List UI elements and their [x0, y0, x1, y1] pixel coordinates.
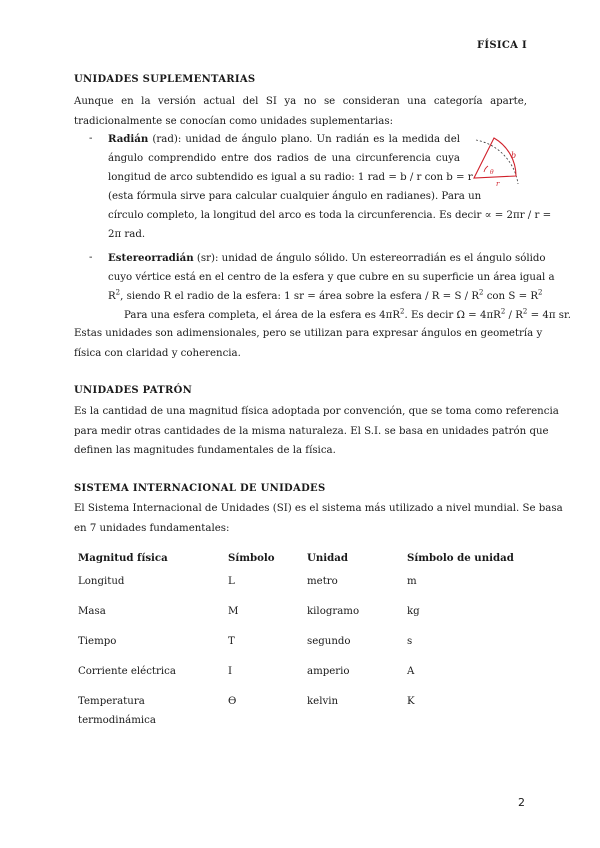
steradian-l4-c: / R [505, 310, 523, 321]
steradian-l4-sup3: 2 [522, 307, 528, 316]
cell-unit: kilogramo [307, 606, 360, 617]
cell-unit-symbol: A [407, 666, 415, 677]
table-row [74, 632, 527, 662]
steradian-l4-sup1: 2 [400, 307, 405, 316]
steradian-term: Estereorradián [108, 252, 194, 264]
steradian-l3-sup2: 2 [479, 288, 484, 297]
steradian-l4-b: . Es decir Ω = 4πR [404, 310, 501, 321]
cell-magnitude: Corriente eléctrica [78, 666, 176, 677]
cell-unit-symbol: kg [407, 606, 420, 617]
cell-unit-symbol: m [407, 576, 417, 587]
cell-unit-symbol: K [407, 696, 415, 707]
table-row [74, 662, 527, 692]
cell-symbol: L [228, 576, 235, 587]
steradian-l3-sup1: 2 [115, 288, 121, 297]
steradian-l4-d: = 4π sr. [527, 310, 571, 321]
radian-line-5: círculo completo, la longitud del arco es toda la circunferencia. Es decir ∝ = 2πr / r = [108, 210, 552, 221]
si-units-table [74, 552, 527, 730]
supplementary-closing [74, 324, 543, 363]
radian-line-4: (esta fórmula sirve para calcular cualquier ángulo en radianes). Para un [108, 191, 482, 202]
radian-line-2: ángulo comprendido entre dos radios de una circunferencia cuya [108, 153, 460, 164]
section-title-si: SISTEMA INTERNACIONAL DE UNIDADES [74, 483, 326, 494]
running-header-title: FÍSICA I [477, 40, 527, 51]
table-row [74, 692, 527, 730]
radian-definition-cont [108, 206, 552, 244]
steradian-l3-b: , siendo R el radio de la esfera: 1 sr = área sobre la esfera / R = S / R [120, 291, 480, 302]
header-unit-symbol: Símbolo de unidad [407, 552, 514, 564]
cell-unit: metro [307, 576, 338, 587]
steradian-l4-a: Para una esfera completa, el área de la esfera es 4πR [124, 310, 401, 321]
steradian-l3-sup3: 2 [538, 288, 543, 297]
label-angle: θ [490, 169, 494, 176]
bullet-dash-2: - [89, 252, 93, 263]
cell-magnitude: Longitud [78, 576, 125, 587]
standard-units-paragraph [74, 402, 559, 461]
si-paragraph [74, 499, 563, 538]
intro-line-2: tradicionalmente se conocían como unidades suplementarias: [74, 115, 394, 127]
cell-magnitude: Masa [78, 606, 106, 617]
cell-magnitude-line-2: termodinámica [78, 715, 156, 726]
si-line-2: en 7 unidades fundamentales: [74, 522, 230, 534]
standard-line-3: definen las magnitudes fundamentales de la física. [74, 445, 336, 456]
table-row [74, 572, 527, 602]
label-b: b [511, 151, 517, 160]
radian-line-6: 2π rad. [108, 229, 146, 240]
closing-line-1: Estas unidades son adimensionales, pero se utilizan para expresar ángulos en geometría y [74, 328, 543, 339]
table-header-row [74, 552, 527, 572]
radian-line-3: longitud de arco subtendido es igual a su radio: 1 rad = b / r con b = r [108, 172, 473, 183]
cell-symbol: I [228, 666, 233, 677]
section-title-supplementary-units: UNIDADES SUPLEMENTARIAS [74, 74, 256, 85]
cell-unit: amperio [307, 666, 350, 677]
header-symbol: Símbolo [228, 552, 275, 564]
radian-diagram [466, 132, 528, 194]
steradian-l3-c: con S = R [483, 291, 539, 302]
cell-unit: segundo [307, 636, 351, 647]
cell-magnitude-line-1: Temperatura [78, 696, 145, 707]
si-line-1: El Sistema Internacional de Unidades (SI) es el sistema más utilizado a nivel mundial. Se basa [74, 503, 563, 514]
label-r: r [496, 180, 500, 188]
cell-symbol: T [228, 636, 235, 647]
supplementary-intro [74, 92, 527, 131]
section-title-standard-units: UNIDADES PATRÓN [74, 385, 193, 396]
closing-line-2: física con claridad y coherencia. [74, 347, 241, 359]
table-row [74, 602, 527, 632]
radian-line-1 [108, 130, 460, 149]
standard-line-1: Es la cantidad de una magnitud física adoptada por convención, que se toma como referencia [74, 406, 559, 417]
radian-definition [108, 130, 482, 206]
cell-symbol: M [228, 606, 239, 617]
standard-line-2: para medir otras cantidades de la misma naturaleza. El S.I. se basa en unidades patrón que [74, 425, 549, 437]
angle-arc [484, 166, 488, 172]
radian-sector [474, 138, 516, 178]
steradian-line-1 [108, 249, 546, 268]
cell-magnitude: Tiempo [78, 636, 117, 647]
cell-symbol: ϴ [228, 696, 237, 707]
cell-magnitude [74, 692, 228, 730]
header-unit: Unidad [307, 552, 349, 564]
cell-unit-symbol: s [407, 636, 413, 647]
bullet-dash: - [89, 133, 93, 144]
intro-line-1: Aunque en la versión actual del SI ya no se consideran una categoría aparte, [74, 96, 527, 107]
steradian-l4-sup2: 2 [500, 307, 506, 316]
radian-term: Radián [108, 133, 149, 145]
steradian-line-2: cuyo vértice está en el centro de la esfera y que cubre en su superficie un área igual a [108, 272, 555, 283]
cell-unit: kelvin [307, 696, 339, 707]
steradian-line-1-text: (sr): unidad de ángulo sólido. Un estereorradián es el ángulo sólido [193, 253, 546, 264]
steradian-line-3 [108, 287, 543, 306]
steradian-l3-a: R [108, 291, 116, 302]
radian-line-1-text: (rad): unidad de ángulo plano. Un radián es la medida del [148, 134, 460, 145]
page-number: 2 [518, 796, 525, 809]
header-magnitude: Magnitud física [78, 552, 168, 564]
